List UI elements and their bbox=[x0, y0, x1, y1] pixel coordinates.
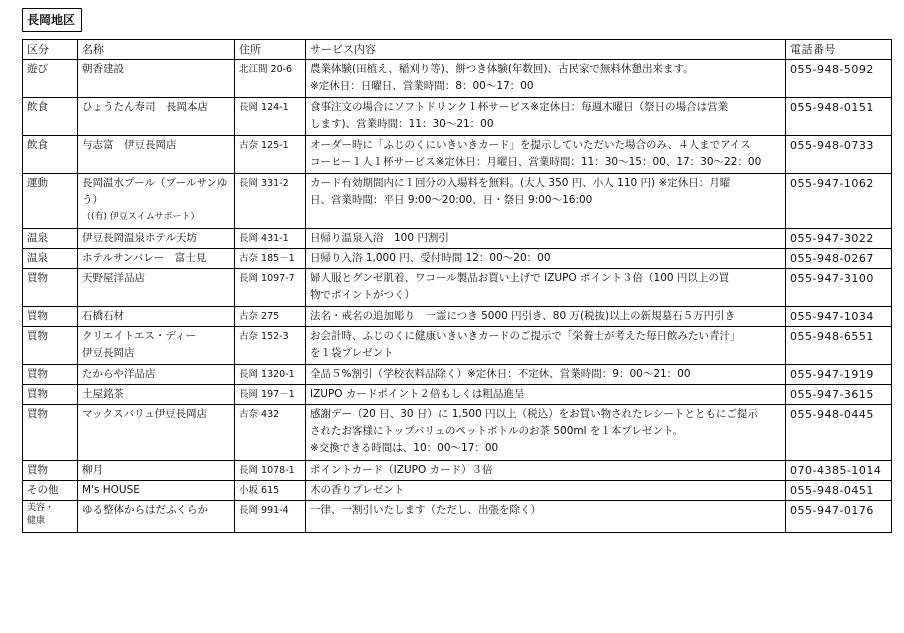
cell-name bbox=[78, 98, 235, 136]
category-text: 温泉 bbox=[27, 252, 48, 264]
cell-name bbox=[78, 481, 235, 501]
service-line: 日、営業時間：平日 9:00～20:00、日・祭日 9:00～16:00 bbox=[310, 194, 593, 206]
cell-tel: 070-4385-1014 bbox=[786, 461, 892, 481]
service-line: 物でポイントがつく） bbox=[310, 289, 415, 301]
cell-tel: 055-947-1919 bbox=[786, 365, 892, 385]
cell-address: 長岡 124-1 bbox=[235, 98, 306, 136]
name-operator: （(有) 伊豆スイムサポート） bbox=[82, 212, 200, 222]
cell-name bbox=[78, 60, 235, 98]
service-line: 農業体験(田植え、稲刈り等)、餅つき体験(年数回)、古民家で無料休憩出来ます。 bbox=[310, 63, 694, 75]
cell-address: 長岡 1320-1 bbox=[235, 365, 306, 385]
cell-name bbox=[78, 461, 235, 481]
cell-service bbox=[306, 229, 786, 249]
cell-tel: 055-947-3100 bbox=[786, 269, 892, 307]
cell-tel: 055-948-0733 bbox=[786, 136, 892, 174]
name-text: マックスバリュ伊豆長岡店 bbox=[82, 408, 208, 420]
cell-category bbox=[23, 98, 78, 136]
name-text: 朝香建設 bbox=[82, 63, 124, 75]
table-row bbox=[23, 98, 892, 136]
cell-category bbox=[23, 60, 78, 98]
cell-category bbox=[23, 136, 78, 174]
service-line: 食事注文の場合にソフトドリンク１杯サービス※定休日：毎週木曜日（祭日の場合は営業 bbox=[310, 101, 729, 113]
cell-category bbox=[23, 385, 78, 405]
table-row bbox=[23, 269, 892, 307]
cell-service bbox=[306, 365, 786, 385]
cell-address: 古奈 125-1 bbox=[235, 136, 306, 174]
cell-tel: 055-947-0176 bbox=[786, 501, 892, 533]
cell-address: 古奈 275 bbox=[235, 307, 306, 327]
service-line: 木の香りプレゼント bbox=[310, 484, 405, 496]
cell-service bbox=[306, 174, 786, 229]
cell-tel: 055-948-5092 bbox=[786, 60, 892, 98]
name-text: ゆる整体からはだふくらか bbox=[82, 504, 208, 516]
table-row bbox=[23, 307, 892, 327]
cell-name bbox=[78, 327, 235, 365]
service-line: オーダー時に「ふじのくにいきいきカード」を提示していただいた場合のみ、４人までアイス bbox=[310, 139, 751, 151]
category-text: 買物 bbox=[27, 368, 48, 380]
name-text: 石橋石材 bbox=[82, 310, 124, 322]
name-text: クリエイトエス・ディー bbox=[82, 330, 197, 342]
name-text: たからや洋品店 bbox=[82, 368, 156, 380]
cell-address: 古奈 432 bbox=[235, 405, 306, 461]
table-row bbox=[23, 229, 892, 249]
table-row bbox=[23, 174, 892, 229]
cell-tel: 055-948-6551 bbox=[786, 327, 892, 365]
cell-service bbox=[306, 385, 786, 405]
cell-address: 小坂 615 bbox=[235, 481, 306, 501]
category-text: 遊び bbox=[27, 63, 48, 75]
cell-address: 長岡 331-2 bbox=[235, 174, 306, 229]
service-line: カード有効期間内に１回分の入場料を無料。(大人 350 円、小人 110 円) ※定休日：月曜 bbox=[310, 177, 731, 189]
category-text: その他 bbox=[27, 484, 59, 496]
category-text: 運動 bbox=[27, 177, 48, 189]
category-text: 飲食 bbox=[27, 139, 48, 151]
table-row bbox=[23, 481, 892, 501]
service-line: IZUPO カードポイント２倍もしくは粗品進呈 bbox=[310, 388, 525, 400]
category-text: 美容・ bbox=[27, 503, 55, 513]
cell-category bbox=[23, 269, 78, 307]
cell-service bbox=[306, 327, 786, 365]
table-row bbox=[23, 136, 892, 174]
cell-address: 古奈 152-3 bbox=[235, 327, 306, 365]
header-name: 名称 bbox=[78, 40, 235, 60]
cell-address: 長岡 431-1 bbox=[235, 229, 306, 249]
service-line: 法名・戒名の追加彫り 一霊につき 5000 円引き、80 万(税抜)以上の新規墓石５万円引き bbox=[310, 310, 736, 322]
service-line: します)、営業時間：11：30～21：00 bbox=[310, 118, 494, 130]
category-text-line2: 健康 bbox=[27, 516, 46, 526]
cell-service bbox=[306, 307, 786, 327]
cell-tel: 055-947-3022 bbox=[786, 229, 892, 249]
header-tel: 電話番号 bbox=[786, 40, 892, 60]
category-text: 買物 bbox=[27, 388, 48, 400]
cell-name bbox=[78, 269, 235, 307]
service-line: ポイントカード（IZUPO カード）３倍 bbox=[310, 464, 493, 476]
cell-category bbox=[23, 501, 78, 533]
cell-address: 古奈 185－1 bbox=[235, 249, 306, 269]
discount-table bbox=[22, 39, 892, 533]
cell-service bbox=[306, 269, 786, 307]
table-row bbox=[23, 365, 892, 385]
cell-tel: 055-947-1062 bbox=[786, 174, 892, 229]
cell-category bbox=[23, 229, 78, 249]
service-line: お会計時、ふじのくに健康いきいきカードのご提示で「栄養士が考えた毎日飲みたい青汁」 bbox=[310, 330, 741, 342]
table-row bbox=[23, 249, 892, 269]
name-text: 長岡温水プール（プールサンゆ bbox=[82, 177, 228, 189]
category-text: 温泉 bbox=[27, 232, 48, 244]
cell-name bbox=[78, 385, 235, 405]
table-row bbox=[23, 461, 892, 481]
cell-tel: 055-947-1034 bbox=[786, 307, 892, 327]
service-line: 全品５%割引（学校衣料品除く）※定休日：不定休、営業時間：9：00～21：00 bbox=[310, 368, 691, 380]
category-text: 買物 bbox=[27, 272, 48, 284]
cell-service bbox=[306, 461, 786, 481]
name-text: 柳月 bbox=[82, 464, 103, 476]
service-line: 日帰り温泉入浴 100 円割引 bbox=[310, 232, 449, 244]
cell-name bbox=[78, 229, 235, 249]
name-text: 与志富 伊豆長岡店 bbox=[82, 139, 177, 151]
cell-tel: 055-948-0451 bbox=[786, 481, 892, 501]
name-text-line2: 伊豆長岡店 bbox=[82, 347, 135, 359]
service-line: 一律、一割引いたします（ただし、出張を除く） bbox=[310, 504, 541, 516]
table-row bbox=[23, 501, 892, 533]
cell-category bbox=[23, 327, 78, 365]
name-text: ホテルサンバレー 富士見 bbox=[82, 252, 207, 264]
cell-name bbox=[78, 249, 235, 269]
cell-tel: 055-947-3615 bbox=[786, 385, 892, 405]
cell-service bbox=[306, 405, 786, 461]
table-row bbox=[23, 60, 892, 98]
category-text: 飲食 bbox=[27, 101, 48, 113]
name-text-line2: う） bbox=[82, 194, 103, 206]
region-title: 長岡地区 bbox=[22, 8, 82, 32]
service-line: ※定休日：日曜日、営業時間：8：00～17：00 bbox=[310, 80, 534, 92]
cell-category bbox=[23, 461, 78, 481]
table-body bbox=[23, 60, 892, 533]
name-text: 土屋銘茶 bbox=[82, 388, 124, 400]
cell-tel: 055-948-0267 bbox=[786, 249, 892, 269]
header-category: 区分 bbox=[23, 40, 78, 60]
table-header-row bbox=[23, 40, 892, 60]
cell-name bbox=[78, 307, 235, 327]
service-line: コーヒー１人１杯サービス※定休日：月曜日、営業時間：11：30～15：00、17：30～22：00 bbox=[310, 156, 762, 168]
category-text: 買物 bbox=[27, 310, 48, 322]
cell-name bbox=[78, 365, 235, 385]
cell-address: 北江間 20-6 bbox=[235, 60, 306, 98]
cell-name bbox=[78, 405, 235, 461]
cell-address: 長岡 1097-7 bbox=[235, 269, 306, 307]
name-text: M's HOUSE bbox=[82, 484, 140, 496]
cell-address: 長岡 1078-1 bbox=[235, 461, 306, 481]
cell-category bbox=[23, 307, 78, 327]
cell-service bbox=[306, 98, 786, 136]
cell-service bbox=[306, 501, 786, 533]
cell-service bbox=[306, 60, 786, 98]
table-row bbox=[23, 385, 892, 405]
cell-service bbox=[306, 249, 786, 269]
service-line: されたお客様にトップバリュのペットボトルのお茶 500ml を１本プレゼント。 bbox=[310, 425, 684, 437]
cell-category bbox=[23, 174, 78, 229]
cell-address: 長岡 197－1 bbox=[235, 385, 306, 405]
cell-category bbox=[23, 405, 78, 461]
cell-name bbox=[78, 136, 235, 174]
cell-service bbox=[306, 136, 786, 174]
service-line: 婦人服とグンゼ肌着、ワコール製品お買い上げで IZUPO ポイント３倍（100 円以上の買 bbox=[310, 272, 730, 284]
category-text: 買物 bbox=[27, 408, 48, 420]
cell-name bbox=[78, 501, 235, 533]
cell-name bbox=[78, 174, 235, 229]
cell-tel: 055-948-0151 bbox=[786, 98, 892, 136]
service-line: を１袋プレゼント bbox=[310, 347, 394, 359]
name-text: 天野屋洋品店 bbox=[82, 272, 145, 284]
table-row bbox=[23, 405, 892, 461]
category-text: 買物 bbox=[27, 464, 48, 476]
header-address: 住所 bbox=[235, 40, 306, 60]
cell-tel: 055-948-0445 bbox=[786, 405, 892, 461]
cell-address: 長岡 991-4 bbox=[235, 501, 306, 533]
table-row bbox=[23, 327, 892, 365]
service-line: 感謝デー（20 日、30 日）に 1,500 円以上（税込）をお買い物されたレシートとともにご提示 bbox=[310, 408, 758, 420]
cell-service bbox=[306, 481, 786, 501]
service-line: 日帰り入浴 1,000 円、受付時間 12：00～20：00 bbox=[310, 252, 551, 264]
cell-category bbox=[23, 365, 78, 385]
cell-category bbox=[23, 481, 78, 501]
name-text: 伊豆長岡温泉ホテル天坊 bbox=[82, 232, 197, 244]
service-line: ※交換できる時間は、10：00～17：00 bbox=[310, 442, 499, 454]
name-text: ひょうたん寿司 長岡本店 bbox=[82, 101, 208, 113]
header-service: サービス内容 bbox=[306, 40, 786, 60]
cell-category bbox=[23, 249, 78, 269]
category-text: 買物 bbox=[27, 330, 48, 342]
